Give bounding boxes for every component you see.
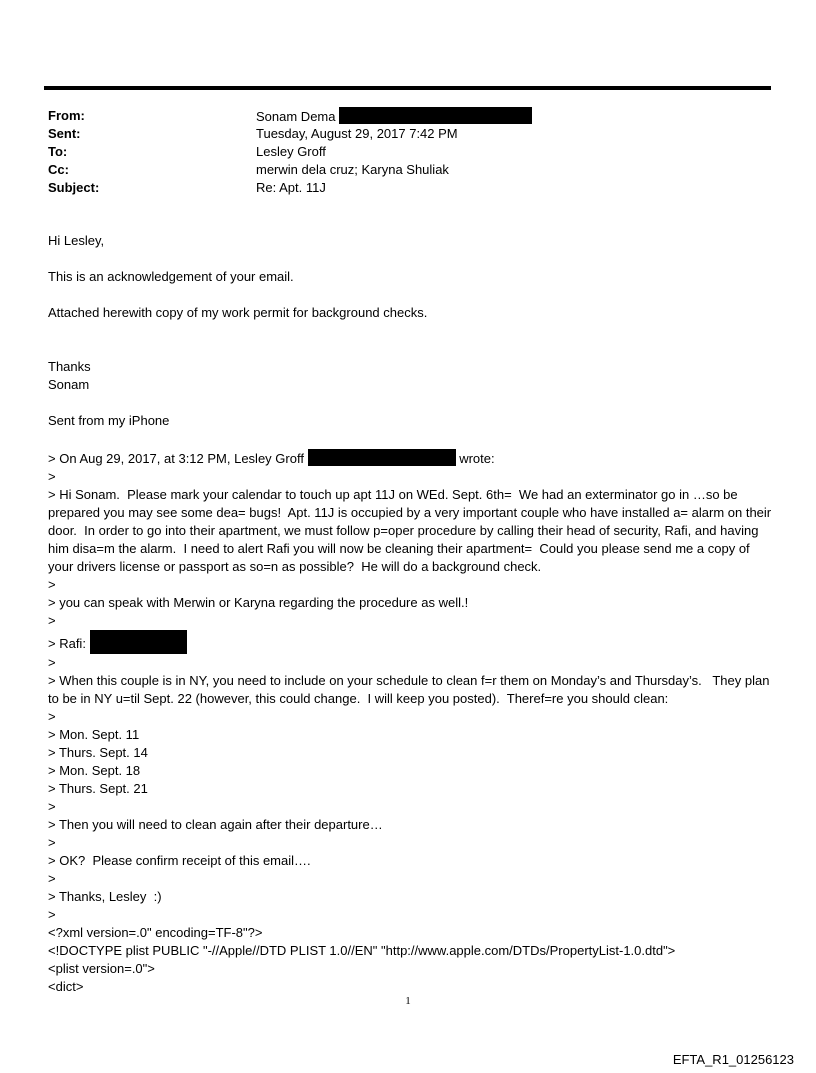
quote-gt: > <box>48 577 56 592</box>
cc-label: Cc: <box>48 162 69 177</box>
xml-line: <?xml version=.0" encoding=TF-8"?> <box>48 925 263 940</box>
quoted-message <box>48 449 778 996</box>
from-name: Sonam Dema <box>256 109 336 124</box>
quote-line: > Then you will need to clean again after their departure… <box>48 817 383 832</box>
quote-line: > Thanks, Lesley :) <box>48 889 162 904</box>
thanks-text: Thanks <box>48 359 91 374</box>
body-line: This is an acknowledgement of your email. <box>48 269 294 284</box>
redaction-box <box>90 630 187 654</box>
document-id: EFTA_R1_01256123 <box>672 1052 794 1067</box>
schedule-date: > Thurs. Sept. 21 <box>48 781 148 796</box>
greeting: Hi Lesley, <box>48 233 105 248</box>
quote-paragraph: > When this couple is in NY, you need to include on your schedule to clean f=r them on Monday’s and Thursday’s. They plan to be in NY u=til Sept. 22 (however, this could change. I will keep you posted). Theref=re you should clean: <box>48 673 774 706</box>
quote-rafi <box>48 630 778 654</box>
xml-line: <plist version=.0"> <box>48 961 155 976</box>
rafi-label: > Rafi: <box>48 636 86 651</box>
redaction-box <box>339 107 532 124</box>
header-rule <box>44 86 771 90</box>
quote-wrote: wrote: <box>459 451 495 466</box>
cc-value: merwin dela cruz; Karyna Shuliak <box>256 162 449 177</box>
quote-paragraph: > Hi Sonam. Please mark your calendar to touch up apt 11J on WEd. Sept. 6th= We had an exterminator go in …so be prepared you may see some dea= bugs! Apt. 11J is occupied by a very important couple who have installed a= alarm on their door. In order to go into their apartment, we must follow p=oper procedure by calling their head of security, Rafi, and having him disa=m the alarm. I need to alert Rafi you will now be cleaning their apartment= Could you please send me a copy of your drivers license or passport as so=n as possible? He will do a background check. <box>48 487 775 574</box>
redaction-box <box>308 449 456 466</box>
body-line: Attached herewith copy of my work permit for background checks. <box>48 305 428 320</box>
schedule-date: > Thurs. Sept. 14 <box>48 745 148 760</box>
quote-line: > OK? Please confirm receipt of this email…. <box>48 853 311 868</box>
quote-intro-text: > On Aug 29, 2017, at 3:12 PM, Lesley Groff <box>48 451 304 466</box>
quote-gt: > <box>48 709 56 724</box>
quote-gt: > <box>48 469 56 484</box>
from-label: From: <box>48 108 85 123</box>
sent-value: Tuesday, August 29, 2017 7:42 PM <box>256 126 458 141</box>
to-label: To: <box>48 144 68 159</box>
quote-line: > you can speak with Merwin or Karyna regarding the procedure as well.! <box>48 595 469 610</box>
signature: Sonam <box>48 377 90 392</box>
page-number: 1 <box>405 995 411 1007</box>
xml-line: <!DOCTYPE plist PUBLIC "-//Apple//DTD PLIST 1.0//EN" "http://www.apple.com/DTDs/PropertyList-1.0.dtd"> <box>48 943 676 958</box>
email-body <box>48 232 778 430</box>
quote-gt: > <box>48 907 56 922</box>
from-value <box>256 107 532 126</box>
sent-label: Sent: <box>48 126 81 141</box>
quote-intro <box>48 449 778 468</box>
xml-line: <dict> <box>48 979 84 994</box>
quote-gt: > <box>48 655 56 670</box>
quote-gt: > <box>48 871 56 886</box>
sent-from-text: Sent from my iPhone <box>48 413 170 428</box>
schedule-date: > Mon. Sept. 11 <box>48 727 140 742</box>
schedule-date: > Mon. Sept. 18 <box>48 763 141 778</box>
to-value: Lesley Groff <box>256 144 326 159</box>
quote-gt: > <box>48 799 56 814</box>
quote-gt: > <box>48 613 56 628</box>
quote-gt: > <box>48 835 56 850</box>
subject-label: Subject: <box>48 180 100 195</box>
subject-value: Re: Apt. 11J <box>256 180 326 195</box>
